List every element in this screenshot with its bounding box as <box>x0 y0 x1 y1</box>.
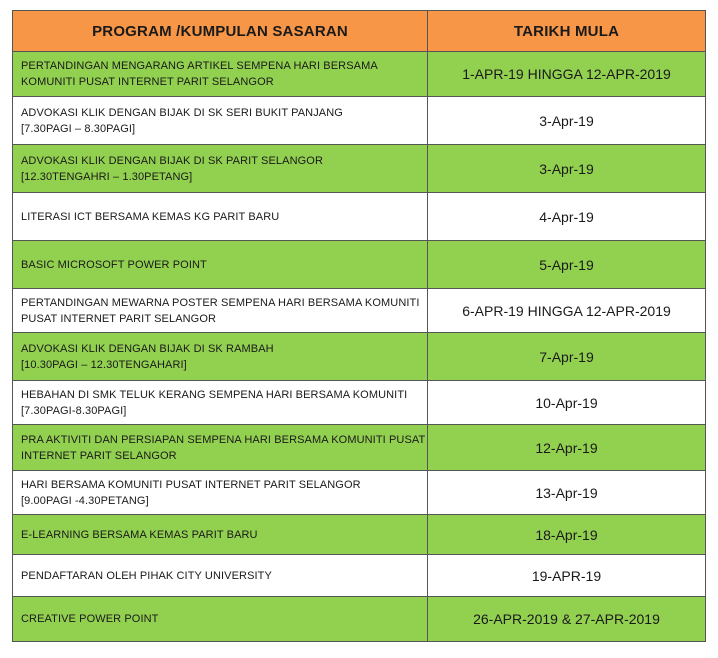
program-line: PENDAFTARAN OLEH PIHAK CITY UNIVERSITY <box>21 569 272 582</box>
program-line: HEBAHAN DI SMK TELUK KERANG SEMPENA HARI BERSAMA KOMUNITI <box>21 388 408 401</box>
program-cell <box>13 97 428 145</box>
start-date-cell: 13-Apr-19 <box>428 471 706 515</box>
start-date-cell: 10-Apr-19 <box>428 381 706 425</box>
start-date-cell: 3-Apr-19 <box>428 97 706 145</box>
header-program: PROGRAM /KUMPULAN SASARAN <box>13 11 428 52</box>
start-date-cell: 1-APR-19 HINGGA 12-APR-2019 <box>428 52 706 97</box>
program-line: PERTANDINGAN MENGARANG ARTIKEL SEMPENA HARI BERSAMA <box>21 60 378 72</box>
program-line: BASIC MICROSOFT POWER POINT <box>21 258 207 271</box>
table-body <box>13 52 706 642</box>
table-row <box>13 52 706 97</box>
start-date-cell: 3-Apr-19 <box>428 145 706 193</box>
program-cell <box>13 425 428 471</box>
table-row <box>13 597 706 642</box>
program-cell <box>13 241 428 289</box>
program-cell <box>13 597 428 642</box>
program-line: PUSAT INTERNET PARIT SELANGOR <box>21 312 217 325</box>
table-row <box>13 97 706 145</box>
table-row <box>13 289 706 333</box>
program-cell <box>13 515 428 555</box>
header-start-date: TARIKH MULA <box>428 11 706 52</box>
program-line: ADVOKASI KLIK DENGAN BIJAK DI SK RAMBAH <box>21 342 274 355</box>
program-cell <box>13 193 428 241</box>
program-line: E-LEARNING BERSAMA KEMAS PARIT BARU <box>21 528 258 541</box>
program-line: KOMUNITI PUSAT INTERNET PARIT SELANGOR <box>21 76 274 88</box>
program-line: [9.00PAGI -4.30PETANG] <box>21 494 149 507</box>
program-line: CREATIVE POWER POINT <box>21 613 159 625</box>
start-date-cell: 26-APR-2019 & 27-APR-2019 <box>428 597 706 642</box>
program-cell <box>13 289 428 333</box>
table-row <box>13 515 706 555</box>
table-row <box>13 333 706 381</box>
start-date-cell: 19-APR-19 <box>428 555 706 597</box>
program-line: PERTANDINGAN MEWARNA POSTER SEMPENA HARI BERSAMA KOMUNITI <box>21 296 420 309</box>
table-row <box>13 471 706 515</box>
program-cell <box>13 555 428 597</box>
table-row <box>13 145 706 193</box>
program-cell <box>13 381 428 425</box>
program-line: ADVOKASI KLIK DENGAN BIJAK DI SK SERI BUKIT PANJANG <box>21 106 343 119</box>
table-header-row <box>13 11 706 52</box>
start-date-cell: 5-Apr-19 <box>428 241 706 289</box>
program-schedule-table <box>12 10 706 642</box>
table-row <box>13 555 706 597</box>
program-line: INTERNET PARIT SELANGOR <box>21 449 177 462</box>
program-line: [10.30PAGI – 12.30TENGAHARI] <box>21 358 187 371</box>
program-line: LITERASI ICT BERSAMA KEMAS KG PARIT BARU <box>21 210 280 223</box>
program-cell <box>13 471 428 515</box>
program-line: HARI BERSAMA KOMUNITI PUSAT INTERNET PARIT SELANGOR <box>21 478 361 491</box>
start-date-cell: 12-Apr-19 <box>428 425 706 471</box>
program-line: [12.30TENGAHRI – 1.30PETANG] <box>21 170 193 183</box>
program-line: [7.30PAGI – 8.30PAGI] <box>21 122 136 135</box>
program-cell <box>13 52 428 97</box>
table-row <box>13 193 706 241</box>
start-date-cell: 18-Apr-19 <box>428 515 706 555</box>
table-row <box>13 381 706 425</box>
start-date-cell: 7-Apr-19 <box>428 333 706 381</box>
program-line: [7.30PAGI-8.30PAGI] <box>21 404 127 417</box>
table-row <box>13 425 706 471</box>
program-line: ADVOKASI KLIK DENGAN BIJAK DI SK PARIT SELANGOR <box>21 154 323 167</box>
program-cell <box>13 145 428 193</box>
table-row <box>13 241 706 289</box>
start-date-cell: 4-Apr-19 <box>428 193 706 241</box>
start-date-cell: 6-APR-19 HINGGA 12-APR-2019 <box>428 289 706 333</box>
program-line: PRA AKTIVITI DAN PERSIAPAN SEMPENA HARI BERSAMA KOMUNITI PUSAT <box>21 433 426 446</box>
program-cell <box>13 333 428 381</box>
